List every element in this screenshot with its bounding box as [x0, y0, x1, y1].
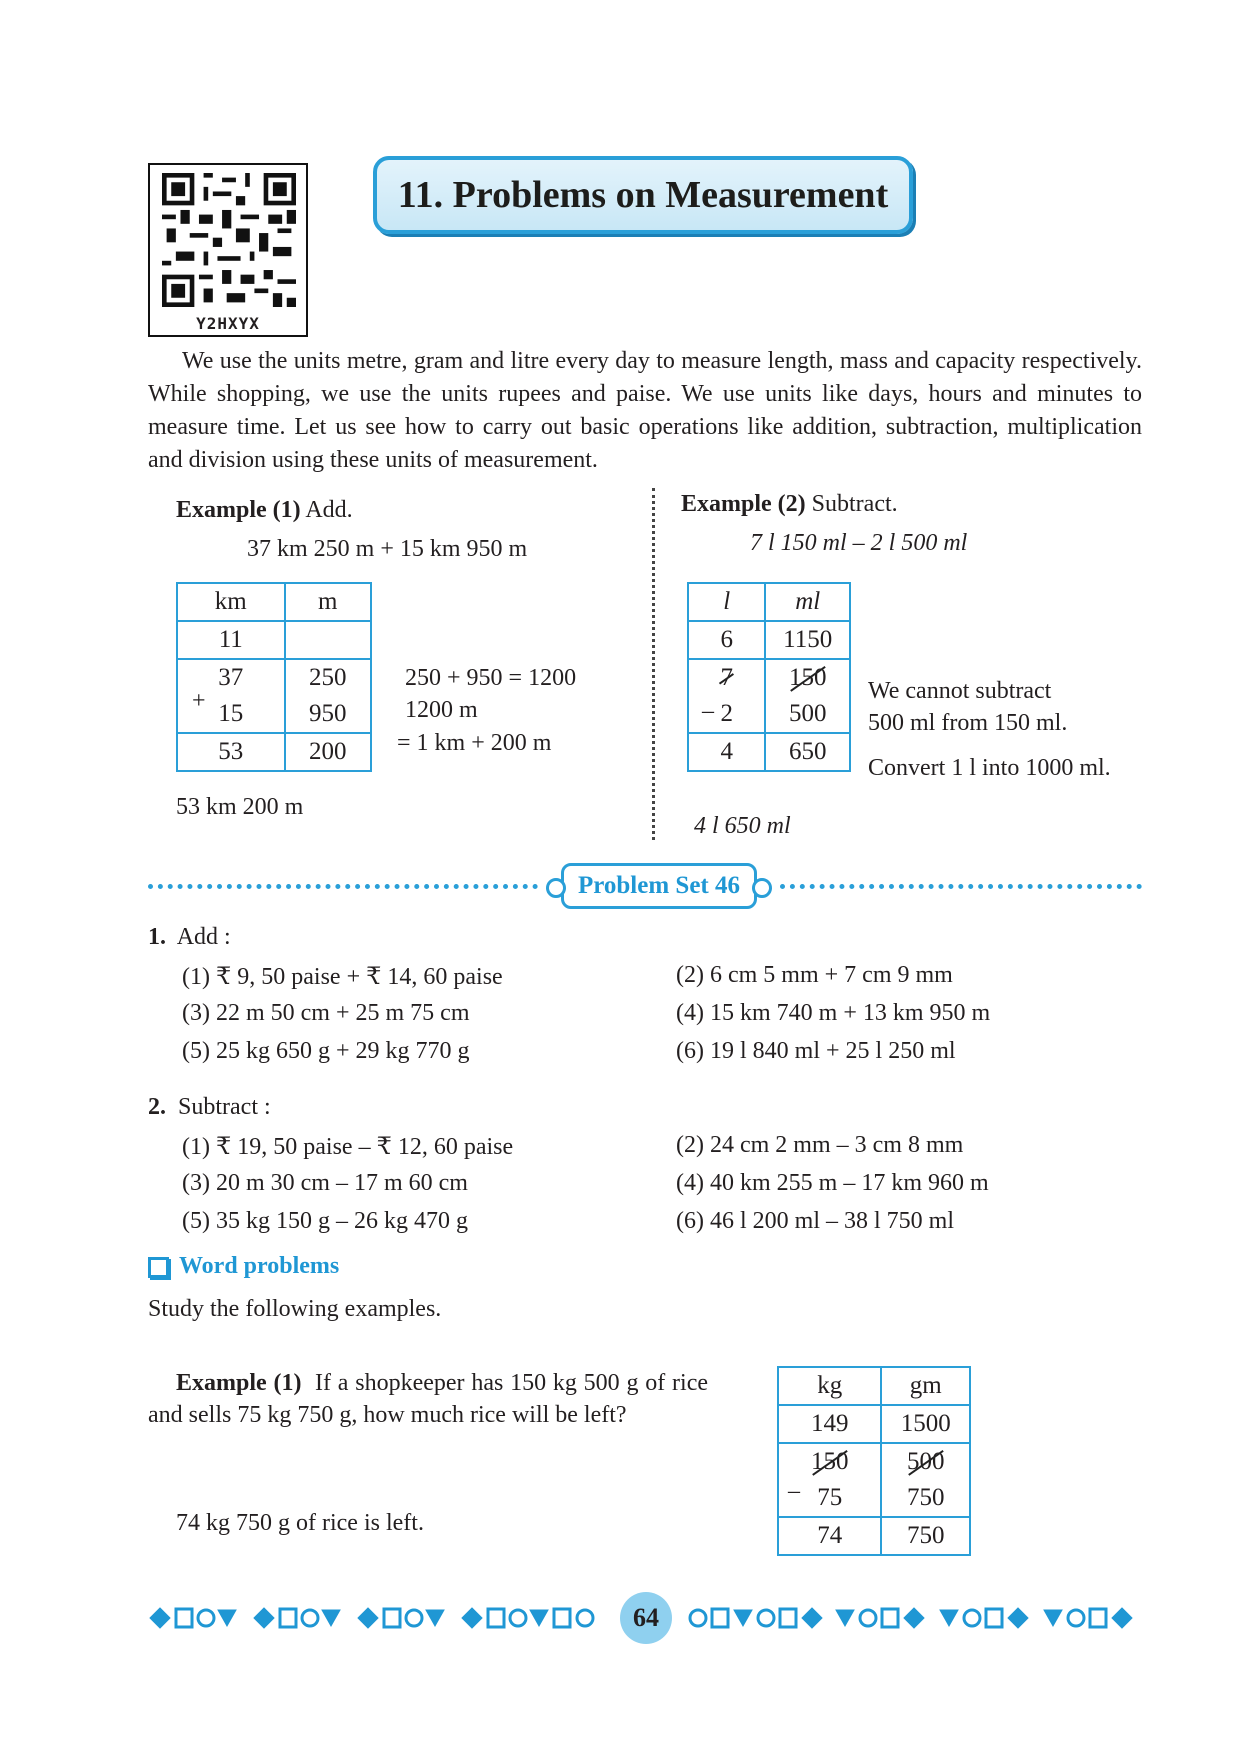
example1-operation: Add.	[305, 497, 353, 523]
example1-label: Example (1)	[176, 497, 301, 523]
example3-minus-sign: –	[788, 1478, 800, 1504]
example2-note-1: We cannot subtract	[868, 678, 1052, 704]
question-1-heading	[148, 924, 231, 951]
word-problems-intro: Study the following examples.	[148, 1296, 442, 1322]
q1-item-4: (4) 15 km 740 m + 13 km 950 m	[676, 1000, 991, 1026]
example2-label: Example (2)	[681, 491, 806, 517]
sum-km: 53	[177, 733, 285, 771]
qr-code-label: Y2HXYX	[196, 314, 260, 333]
subtrahend-ml: 500	[765, 696, 850, 733]
minuend-ml	[765, 659, 850, 696]
examples-divider	[652, 488, 655, 840]
problem-set-rule-left	[148, 884, 538, 889]
addend1-km-value: 37	[218, 664, 244, 691]
example3-answer: 74 kg 750 g of rice is left.	[176, 1510, 424, 1536]
example2-note-2: 500 ml from 150 ml.	[868, 710, 1068, 736]
question-2-heading	[148, 1094, 271, 1121]
q1-item-6: (6) 19 l 840 ml + 25 l 250 ml	[676, 1038, 956, 1064]
word-problems-title: Word problems	[179, 1253, 340, 1279]
example2-heading	[681, 491, 898, 518]
minuend-gm-value: 500	[906, 1448, 945, 1475]
borrow-ml: 1150	[765, 621, 850, 659]
chapter-title: 11. Problems on Measurement	[397, 174, 889, 216]
page-number: 64	[620, 1592, 672, 1644]
subtrahend-gm: 750	[881, 1480, 970, 1517]
example3-label: Example (1)	[176, 1370, 302, 1396]
example1-heading	[176, 497, 353, 524]
footer-ornament-left-icon	[148, 1592, 603, 1644]
qr-code-image	[162, 173, 296, 307]
col-header-ml: ml	[765, 583, 850, 621]
col-header-gm: gm	[881, 1367, 970, 1405]
square-bullet-icon	[148, 1257, 169, 1278]
minuend-kg-value: 150	[810, 1448, 849, 1475]
question-2-number: 2.	[148, 1094, 166, 1120]
carry-empty-cell	[285, 621, 371, 659]
q1-item-1: (1) ₹ 9, 50 paise + ₹ 14, 60 paise	[182, 964, 503, 990]
example2-operation: Subtract.	[811, 491, 898, 517]
q2-item-4: (4) 40 km 255 m – 17 km 960 m	[676, 1170, 989, 1196]
example2-minus-sign: –	[702, 698, 714, 724]
col-header-m: m	[285, 583, 371, 621]
borrow-kg: 149	[778, 1405, 881, 1443]
borrow-gm: 1500	[881, 1405, 970, 1443]
example3-table	[777, 1366, 971, 1556]
minuend-l	[688, 659, 765, 696]
example1-plus-sign: +	[192, 688, 206, 714]
example2-expression: 7 l 150 ml – 2 l 500 ml	[750, 530, 968, 556]
minuend-gm	[881, 1443, 970, 1480]
example3-problem	[148, 1367, 708, 1431]
problem-set-rule-right	[780, 884, 1142, 889]
example3-text: If a shopkeeper has 150 kg 500 g of rice and sells 75 kg 750 g, how much rice will be left?	[148, 1370, 709, 1428]
example2-note-3: Convert 1 l into 1000 ml.	[868, 755, 1111, 781]
word-problems-heading	[148, 1253, 339, 1280]
example1-note-1: 250 + 950 = 1200	[405, 665, 577, 691]
question-1-label: Add :	[176, 924, 231, 950]
difference-ml: 650	[765, 733, 850, 771]
example1-expression: 37 km 250 m + 15 km 950 m	[247, 536, 528, 562]
minuend-l-value: 7	[720, 664, 733, 691]
difference-kg: 74	[778, 1517, 881, 1555]
question-2-label: Subtract :	[178, 1094, 271, 1120]
example2-answer: 4 l 650 ml	[694, 813, 791, 839]
q2-item-3: (3) 20 m 30 cm – 17 m 60 cm	[182, 1170, 468, 1196]
problem-set-title: Problem Set 46	[577, 872, 740, 899]
col-header-km: km	[177, 583, 285, 621]
q1-item-2: (2) 6 cm 5 mm + 7 cm 9 mm	[676, 962, 953, 988]
q2-item-6: (6) 46 l 200 ml – 38 l 750 ml	[676, 1208, 954, 1234]
problem-set-badge	[561, 863, 757, 909]
q1-item-5: (5) 25 kg 650 g + 29 kg 770 g	[182, 1038, 470, 1064]
example1-note-3: = 1 km + 200 m	[397, 730, 552, 756]
addend1-m: 250	[285, 659, 371, 696]
q1-item-3: (3) 22 m 50 cm + 25 m 75 cm	[182, 1000, 470, 1026]
chapter-title-box	[373, 156, 913, 234]
page-footer	[148, 1592, 1142, 1644]
minuend-ml-value: 150	[788, 664, 827, 691]
example1-note-2: 1200 m	[405, 697, 478, 723]
example2-table	[687, 582, 851, 772]
borrow-l: 6	[688, 621, 765, 659]
difference-gm: 750	[881, 1517, 970, 1555]
subtrahend-kg: 75	[778, 1480, 881, 1517]
footer-ornament-right-icon	[686, 1592, 1141, 1644]
intro-paragraph	[148, 345, 1142, 477]
addend2-m: 950	[285, 696, 371, 733]
intro-text: We use the units metre, gram and litre every day to measure length, mass and capacity respectively. While shopping, we use the units rupees and paise. We use units like days, hours and minutes to measure time. Let us see how to carry out basic operations like addition, subtraction, multiplication and division using these units of measurement.	[148, 348, 1142, 473]
carry-cell: 11	[177, 621, 285, 659]
col-header-kg: kg	[778, 1367, 881, 1405]
q2-item-5: (5) 35 kg 150 g – 26 kg 470 g	[182, 1208, 468, 1234]
example1-table	[176, 582, 372, 772]
difference-l: 4	[688, 733, 765, 771]
qr-code	[148, 163, 308, 337]
sum-m: 200	[285, 733, 371, 771]
col-header-l: l	[688, 583, 765, 621]
addend2-km: 15	[177, 696, 285, 733]
minuend-kg	[778, 1443, 881, 1480]
q2-item-2: (2) 24 cm 2 mm – 3 cm 8 mm	[676, 1132, 964, 1158]
q2-item-1: (1) ₹ 19, 50 paise – ₹ 12, 60 paise	[182, 1134, 514, 1160]
question-1-number: 1.	[148, 924, 166, 950]
subtrahend-l: 2	[688, 696, 765, 733]
example1-answer: 53 km 200 m	[176, 794, 304, 820]
